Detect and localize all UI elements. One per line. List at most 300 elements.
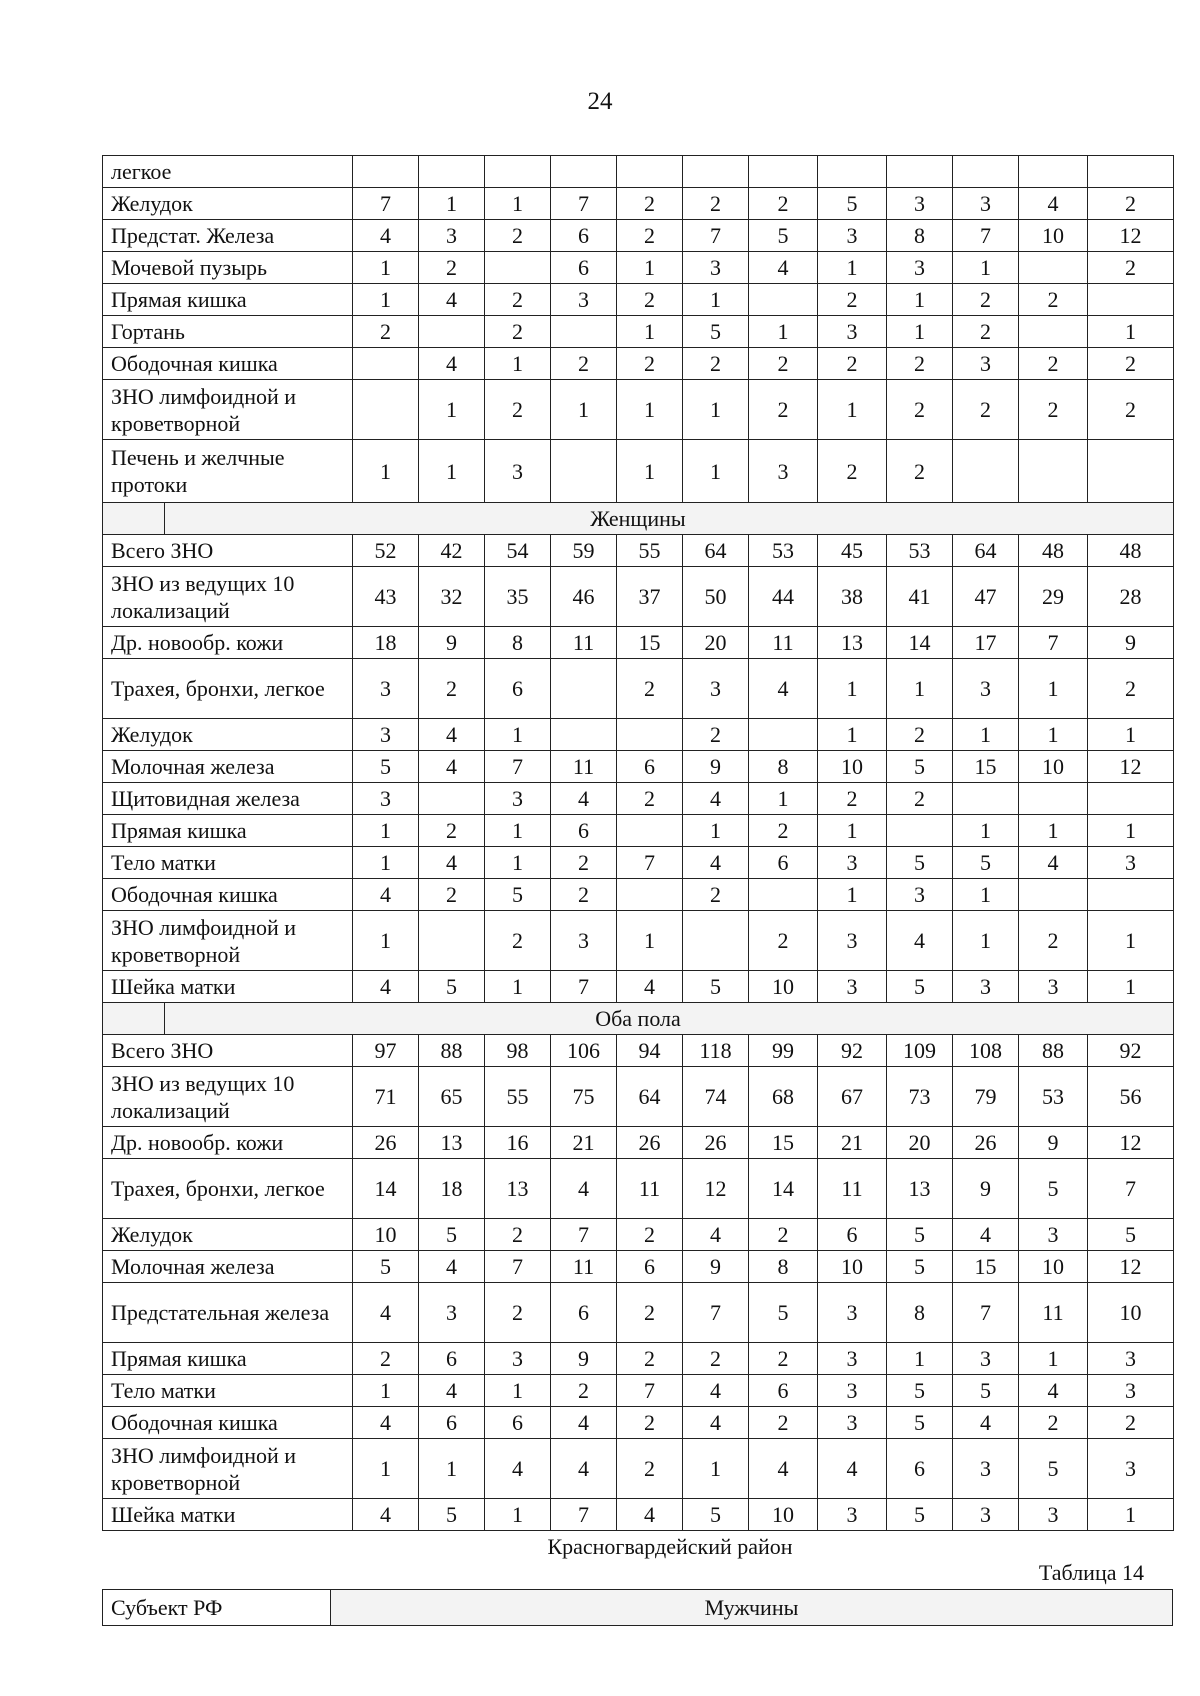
value-cell: 38 [818, 567, 887, 627]
value-cell: 59 [551, 535, 617, 567]
value-cell: 2 [485, 1283, 551, 1343]
value-cell: 64 [953, 535, 1019, 567]
value-cell: 7 [617, 847, 683, 879]
row-label: Молочная железа [103, 1251, 353, 1283]
value-cell [551, 156, 617, 188]
value-cell: 1 [617, 316, 683, 348]
value-cell: 2 [551, 1375, 617, 1407]
value-cell: 10 [818, 1251, 887, 1283]
value-cell: 1 [617, 911, 683, 971]
row-label: Др. новообр. кожи [103, 627, 353, 659]
value-cell: 50 [683, 567, 749, 627]
value-cell: 29 [1019, 567, 1088, 627]
value-cell: 2 [617, 1283, 683, 1343]
value-cell: 5 [887, 1375, 953, 1407]
value-cell: 9 [551, 1343, 617, 1375]
value-cell: 4 [419, 1375, 485, 1407]
value-cell: 2 [683, 879, 749, 911]
row-label: Гортань [103, 316, 353, 348]
value-cell: 4 [419, 847, 485, 879]
value-cell: 3 [818, 316, 887, 348]
value-cell: 1 [419, 380, 485, 440]
value-cell: 8 [749, 1251, 818, 1283]
value-cell: 1 [887, 659, 953, 719]
value-cell: 7 [953, 1283, 1019, 1343]
value-cell: 2 [617, 284, 683, 316]
row-label: Прямая кишка [103, 284, 353, 316]
value-cell: 1 [1088, 971, 1174, 1003]
value-cell: 3 [887, 879, 953, 911]
value-cell: 2 [353, 316, 419, 348]
value-cell: 55 [617, 535, 683, 567]
value-cell: 1 [683, 440, 749, 503]
value-cell: 2 [353, 1343, 419, 1375]
value-cell: 5 [683, 316, 749, 348]
value-cell: 2 [485, 1219, 551, 1251]
value-cell: 5 [953, 1375, 1019, 1407]
value-cell: 98 [485, 1035, 551, 1067]
row-label: Прямая кишка [103, 815, 353, 847]
value-cell: 6 [485, 659, 551, 719]
value-cell: 8 [749, 751, 818, 783]
value-cell: 14 [887, 627, 953, 659]
value-cell: 15 [617, 627, 683, 659]
row-label: Трахея, бронхи, легкое [103, 659, 353, 719]
row-label: Др. новообр. кожи [103, 1127, 353, 1159]
value-cell: 3 [818, 1407, 887, 1439]
table-row [103, 1439, 1174, 1499]
value-cell [551, 659, 617, 719]
table-row [103, 847, 1174, 879]
value-cell: 7 [551, 188, 617, 220]
value-cell: 13 [419, 1127, 485, 1159]
value-cell: 7 [683, 220, 749, 252]
value-cell: 2 [617, 348, 683, 380]
value-cell [617, 156, 683, 188]
row-label: легкое [103, 156, 353, 188]
value-cell: 4 [683, 1407, 749, 1439]
value-cell: 5 [1088, 1219, 1174, 1251]
value-cell: 1 [353, 815, 419, 847]
value-cell: 6 [617, 1251, 683, 1283]
value-cell: 26 [953, 1127, 1019, 1159]
value-cell: 3 [1088, 1439, 1174, 1499]
value-cell: 2 [818, 440, 887, 503]
row-label: ЗНО лимфоидной и кроветворной [103, 1439, 353, 1499]
value-cell: 2 [749, 188, 818, 220]
value-cell [1019, 440, 1088, 503]
table-row [103, 1067, 1174, 1127]
value-cell: 7 [617, 1375, 683, 1407]
value-cell: 10 [749, 971, 818, 1003]
value-cell: 3 [551, 911, 617, 971]
value-cell: 3 [953, 1343, 1019, 1375]
table-row [103, 1343, 1174, 1375]
row-label: Мочевой пузырь [103, 252, 353, 284]
value-cell: 68 [749, 1067, 818, 1127]
value-cell: 2 [485, 316, 551, 348]
value-cell: 53 [887, 535, 953, 567]
value-cell: 4 [683, 1219, 749, 1251]
value-cell [1088, 284, 1174, 316]
value-cell: 4 [749, 252, 818, 284]
value-cell: 3 [818, 1499, 887, 1531]
value-cell: 1 [1019, 719, 1088, 751]
value-cell: 4 [419, 719, 485, 751]
value-cell: 3 [953, 659, 1019, 719]
value-cell: 15 [953, 1251, 1019, 1283]
value-cell: 56 [1088, 1067, 1174, 1127]
page-number: 24 [587, 88, 613, 115]
value-cell: 2 [1088, 1407, 1174, 1439]
value-cell [1019, 156, 1088, 188]
value-cell: 2 [887, 380, 953, 440]
value-cell: 2 [1019, 1407, 1088, 1439]
value-cell: 3 [683, 252, 749, 284]
value-cell: 12 [1088, 220, 1174, 252]
value-cell: 2 [1088, 252, 1174, 284]
value-cell: 8 [485, 627, 551, 659]
value-cell: 1 [353, 1439, 419, 1499]
value-cell: 10 [353, 1219, 419, 1251]
value-cell [1019, 783, 1088, 815]
value-cell: 5 [749, 220, 818, 252]
value-cell: 5 [1019, 1439, 1088, 1499]
value-cell: 2 [683, 1343, 749, 1375]
row-label: Тело матки [103, 1375, 353, 1407]
value-cell: 20 [683, 627, 749, 659]
table-row [103, 751, 1174, 783]
value-cell: 13 [818, 627, 887, 659]
value-cell: 5 [683, 971, 749, 1003]
value-cell: 1 [683, 284, 749, 316]
value-cell: 8 [887, 220, 953, 252]
value-cell: 1 [1019, 659, 1088, 719]
value-cell: 2 [1019, 911, 1088, 971]
value-cell: 4 [419, 348, 485, 380]
value-cell: 2 [887, 719, 953, 751]
value-cell: 5 [887, 1407, 953, 1439]
value-cell: 3 [953, 1499, 1019, 1531]
row-label: Желудок [103, 719, 353, 751]
row-label: Молочная железа [103, 751, 353, 783]
section-header [103, 1003, 1174, 1035]
value-cell: 4 [485, 1439, 551, 1499]
table-row [103, 719, 1174, 751]
table-row [103, 1407, 1174, 1439]
table-row [103, 380, 1174, 440]
value-cell: 10 [1019, 220, 1088, 252]
value-cell: 1 [887, 284, 953, 316]
value-cell: 3 [683, 659, 749, 719]
value-cell: 2 [1019, 348, 1088, 380]
value-cell: 55 [485, 1067, 551, 1127]
value-cell: 1 [485, 1375, 551, 1407]
value-cell: 3 [353, 659, 419, 719]
value-cell: 2 [749, 911, 818, 971]
value-cell: 1 [818, 659, 887, 719]
table-row [103, 783, 1174, 815]
value-cell: 21 [818, 1127, 887, 1159]
value-cell: 2 [551, 847, 617, 879]
value-cell [1088, 440, 1174, 503]
value-cell [749, 284, 818, 316]
value-cell: 1 [818, 380, 887, 440]
value-cell: 2 [683, 188, 749, 220]
value-cell: 53 [1019, 1067, 1088, 1127]
value-cell: 4 [953, 1219, 1019, 1251]
value-cell: 5 [683, 1499, 749, 1531]
value-cell: 9 [683, 751, 749, 783]
value-cell: 2 [818, 284, 887, 316]
value-cell: 5 [887, 847, 953, 879]
value-cell: 88 [1019, 1035, 1088, 1067]
value-cell: 5 [818, 188, 887, 220]
value-cell: 4 [683, 783, 749, 815]
value-cell: 4 [353, 971, 419, 1003]
value-cell: 9 [419, 627, 485, 659]
value-cell: 1 [617, 380, 683, 440]
table-row [103, 284, 1174, 316]
value-cell: 1 [749, 783, 818, 815]
value-cell: 4 [353, 1499, 419, 1531]
table-row [103, 535, 1174, 567]
value-cell: 2 [419, 815, 485, 847]
value-cell: 1 [953, 879, 1019, 911]
value-cell: 75 [551, 1067, 617, 1127]
value-cell: 4 [419, 751, 485, 783]
value-cell: 65 [419, 1067, 485, 1127]
value-cell [1019, 879, 1088, 911]
value-cell: 2 [617, 1439, 683, 1499]
value-cell: 9 [1088, 627, 1174, 659]
value-cell: 7 [551, 1219, 617, 1251]
value-cell: 1 [485, 188, 551, 220]
value-cell [749, 719, 818, 751]
value-cell [887, 156, 953, 188]
value-cell: 1 [353, 440, 419, 503]
value-cell: 13 [485, 1159, 551, 1219]
value-cell: 94 [617, 1035, 683, 1067]
value-cell: 3 [818, 1283, 887, 1343]
table-row [103, 1283, 1174, 1343]
value-cell: 6 [551, 1283, 617, 1343]
value-cell: 3 [953, 188, 1019, 220]
value-cell: 2 [818, 783, 887, 815]
value-cell: 4 [551, 1407, 617, 1439]
row-label: Ободочная кишка [103, 879, 353, 911]
value-cell: 26 [353, 1127, 419, 1159]
table-label: Таблица 14 [1038, 1560, 1144, 1585]
value-cell: 54 [485, 535, 551, 567]
value-cell: 3 [818, 911, 887, 971]
value-cell: 5 [485, 879, 551, 911]
value-cell [353, 156, 419, 188]
value-cell: 2 [485, 220, 551, 252]
value-cell: 99 [749, 1035, 818, 1067]
value-cell: 4 [1019, 847, 1088, 879]
value-cell: 2 [419, 659, 485, 719]
value-cell [1019, 316, 1088, 348]
value-cell: 3 [551, 284, 617, 316]
row-label: Тело матки [103, 847, 353, 879]
value-cell: 2 [953, 380, 1019, 440]
value-cell: 9 [683, 1251, 749, 1283]
value-cell: 2 [617, 1407, 683, 1439]
table-row [103, 659, 1174, 719]
value-cell: 35 [485, 567, 551, 627]
value-cell: 2 [1088, 380, 1174, 440]
value-cell: 10 [1019, 1251, 1088, 1283]
value-cell: 3 [353, 783, 419, 815]
value-cell: 37 [617, 567, 683, 627]
value-cell: 12 [1088, 1127, 1174, 1159]
value-cell: 9 [953, 1159, 1019, 1219]
value-cell: 12 [1088, 751, 1174, 783]
value-cell [1088, 879, 1174, 911]
value-cell: 4 [749, 659, 818, 719]
value-cell: 2 [887, 348, 953, 380]
value-cell: 2 [1088, 188, 1174, 220]
value-cell: 5 [887, 1499, 953, 1531]
value-cell: 11 [551, 751, 617, 783]
value-cell: 2 [551, 348, 617, 380]
value-cell: 5 [887, 971, 953, 1003]
value-cell: 3 [1019, 1499, 1088, 1531]
value-cell: 1 [1019, 1343, 1088, 1375]
table-row [103, 1499, 1174, 1531]
value-cell: 3 [353, 719, 419, 751]
section-label: Оба пола [595, 1006, 681, 1031]
value-cell: 1 [818, 719, 887, 751]
value-cell: 2 [485, 284, 551, 316]
value-cell: 67 [818, 1067, 887, 1127]
value-cell: 3 [1088, 847, 1174, 879]
table-row [103, 156, 1174, 188]
value-cell: 7 [953, 220, 1019, 252]
value-cell: 1 [1088, 316, 1174, 348]
value-cell: 4 [419, 284, 485, 316]
value-cell: 20 [887, 1127, 953, 1159]
value-cell: 5 [353, 1251, 419, 1283]
value-cell [551, 719, 617, 751]
value-cell: 7 [1019, 627, 1088, 659]
value-cell: 48 [1088, 535, 1174, 567]
value-cell: 64 [617, 1067, 683, 1127]
value-cell: 15 [953, 751, 1019, 783]
men-header: Мужчины [331, 1590, 1173, 1626]
value-cell: 1 [1088, 815, 1174, 847]
row-label: Трахея, бронхи, легкое [103, 1159, 353, 1219]
value-cell: 3 [485, 783, 551, 815]
row-label: Желудок [103, 188, 353, 220]
value-cell: 1 [887, 316, 953, 348]
value-cell: 12 [683, 1159, 749, 1219]
value-cell: 106 [551, 1035, 617, 1067]
value-cell: 7 [551, 971, 617, 1003]
value-cell: 2 [749, 1219, 818, 1251]
value-cell: 3 [1019, 971, 1088, 1003]
table-row [103, 252, 1174, 284]
value-cell: 2 [887, 783, 953, 815]
value-cell: 2 [617, 1219, 683, 1251]
value-cell: 1 [953, 911, 1019, 971]
district-title: Красногвардейский район [547, 1534, 793, 1559]
table-row [103, 188, 1174, 220]
table-row [103, 220, 1174, 252]
value-cell: 28 [1088, 567, 1174, 627]
value-cell: 4 [818, 1439, 887, 1499]
row-label: Всего ЗНО [103, 535, 353, 567]
value-cell [953, 156, 1019, 188]
value-cell: 3 [818, 971, 887, 1003]
value-cell: 18 [353, 627, 419, 659]
value-cell: 1 [353, 847, 419, 879]
value-cell: 3 [818, 1375, 887, 1407]
value-cell: 3 [953, 971, 1019, 1003]
value-cell: 2 [1019, 284, 1088, 316]
value-cell: 6 [551, 252, 617, 284]
value-cell: 2 [749, 380, 818, 440]
value-cell [485, 252, 551, 284]
value-cell: 5 [419, 1499, 485, 1531]
value-cell: 10 [818, 751, 887, 783]
table-row [103, 1375, 1174, 1407]
value-cell: 2 [419, 252, 485, 284]
value-cell: 1 [551, 380, 617, 440]
value-cell [617, 719, 683, 751]
row-label: Шейка матки [103, 971, 353, 1003]
value-cell [551, 316, 617, 348]
table-row [103, 1219, 1174, 1251]
value-cell: 2 [1088, 348, 1174, 380]
value-cell: 2 [1088, 659, 1174, 719]
value-cell: 73 [887, 1067, 953, 1127]
value-cell [353, 380, 419, 440]
value-cell: 7 [485, 751, 551, 783]
value-cell: 3 [1019, 1219, 1088, 1251]
value-cell: 3 [818, 847, 887, 879]
value-cell: 5 [353, 751, 419, 783]
value-cell: 43 [353, 567, 419, 627]
value-cell: 109 [887, 1035, 953, 1067]
value-cell: 6 [551, 815, 617, 847]
value-cell [953, 440, 1019, 503]
value-cell: 15 [749, 1127, 818, 1159]
value-cell: 2 [485, 911, 551, 971]
value-cell: 4 [1019, 1375, 1088, 1407]
value-cell [419, 911, 485, 971]
row-label: Шейка матки [103, 1499, 353, 1531]
table-row [103, 1159, 1174, 1219]
table-row [103, 567, 1174, 627]
value-cell: 4 [683, 1375, 749, 1407]
row-label: Предстат. Железа [103, 220, 353, 252]
value-cell: 3 [887, 252, 953, 284]
value-cell: 3 [419, 1283, 485, 1343]
value-cell: 92 [1088, 1035, 1174, 1067]
row-label: ЗНО лимфоидной и кроветворной [103, 380, 353, 440]
value-cell: 118 [683, 1035, 749, 1067]
value-cell: 1 [818, 879, 887, 911]
value-cell: 1 [749, 316, 818, 348]
value-cell: 1 [419, 188, 485, 220]
value-cell: 2 [683, 719, 749, 751]
value-cell: 74 [683, 1067, 749, 1127]
value-cell: 41 [887, 567, 953, 627]
value-cell: 5 [887, 1219, 953, 1251]
value-cell [419, 316, 485, 348]
